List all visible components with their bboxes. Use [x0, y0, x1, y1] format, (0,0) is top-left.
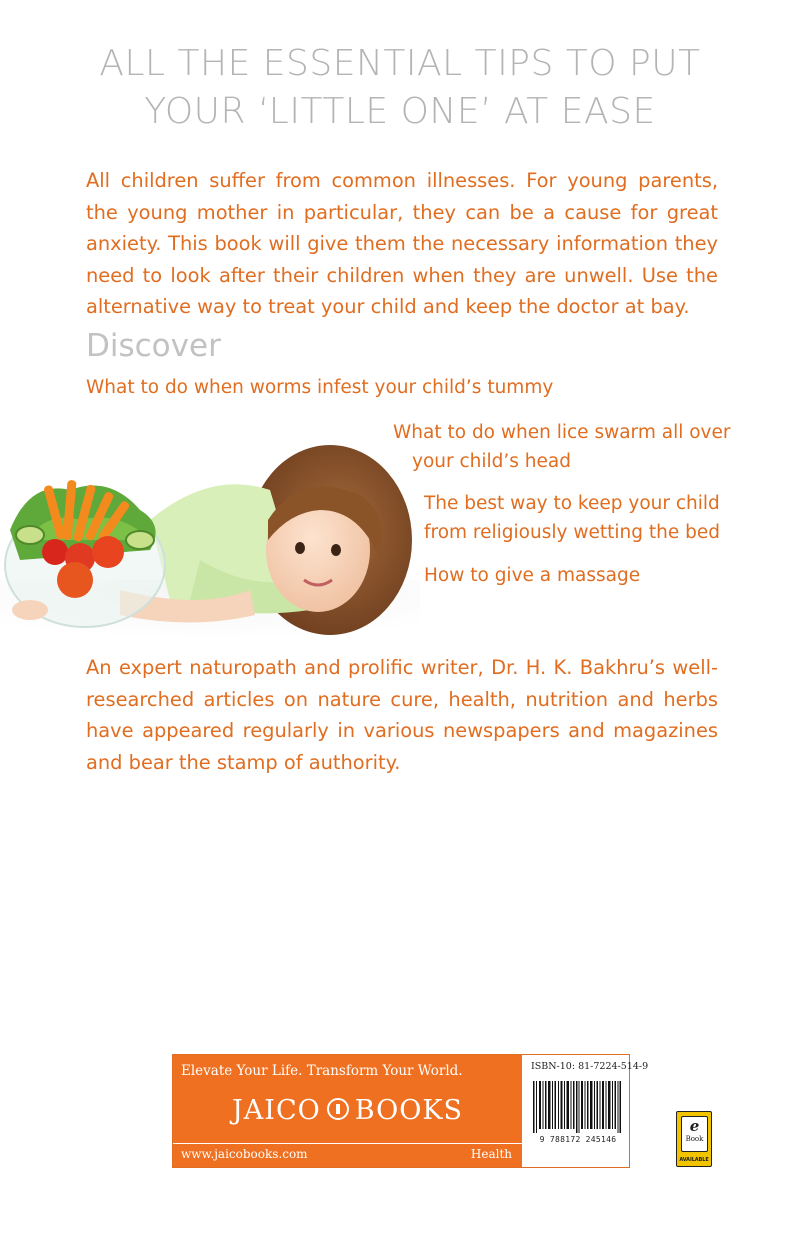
headline-line-2: YOUR ‘LITTLE ONE’ AT EASE [144, 91, 656, 132]
book-category: Health [470, 1147, 512, 1161]
publisher-url[interactable]: www.jaicobooks.com [181, 1147, 308, 1161]
headline-line-1: ALL THE ESSENTIAL TIPS TO PUT [99, 43, 701, 84]
ebook-letter: e [689, 1117, 700, 1135]
cover-headline [0, 40, 800, 136]
publisher-divider [173, 1143, 522, 1144]
publisher-block [172, 1054, 649, 1168]
brand-left: JAICO [231, 1095, 321, 1126]
ebook-icon [681, 1116, 708, 1152]
tip-massage [424, 561, 640, 590]
brand-right: BOOKS [354, 1095, 464, 1126]
ebook-available-badge [676, 1111, 712, 1167]
barcode-icon [533, 1081, 621, 1133]
tip-bedwetting-line-1: The best way to keep your child [424, 493, 720, 514]
jaico-seal-icon [327, 1098, 349, 1120]
tip-bedwetting-line-2: from religiously wetting the bed [424, 522, 720, 543]
child-with-vegetable-bowl-photo [0, 440, 420, 645]
tip-bedwetting [424, 489, 720, 547]
barcode-number: 9 788172 245146 [539, 1135, 617, 1144]
intro-paragraph: All children suffer from common illnesses. For young parents, the young mother in particular, they can be a cause for great anxiety. This book will give them the necessary information they need to look after their children when they are unwell. Use the alternative way to treat your child and keep the doctor at bay. [86, 169, 718, 318]
tip-massage-line-1: How to give a massage [424, 565, 641, 586]
publisher-banner [173, 1055, 522, 1167]
publisher-logo [173, 1091, 522, 1131]
tip-worms [86, 373, 553, 402]
publisher-tagline: Elevate Your Life. Transform Your World. [181, 1063, 463, 1079]
ebook-status: AVAILABLE [679, 1157, 709, 1163]
tip-lice-line-1: What to do when lice swarm all over [393, 422, 731, 443]
tip-lice [393, 418, 730, 476]
ebook-word: Book [685, 1135, 704, 1143]
tip-lice-line-2: your child’s head [412, 451, 571, 472]
author-bio: An expert naturopath and prolific writer, Dr. H. K. Bakhru’s well-researched articles on nature cure, health, nutrition and herbs have appeared regularly in various newspapers and magazines and bear the stamp of authority. [86, 656, 718, 774]
isbn-label: ISBN-10: 81-7224-514-9 [531, 1061, 649, 1072]
discover-heading: Discover [86, 328, 221, 364]
tip-worms-line-1: What to do when worms infest your child’s tummy [86, 377, 554, 398]
